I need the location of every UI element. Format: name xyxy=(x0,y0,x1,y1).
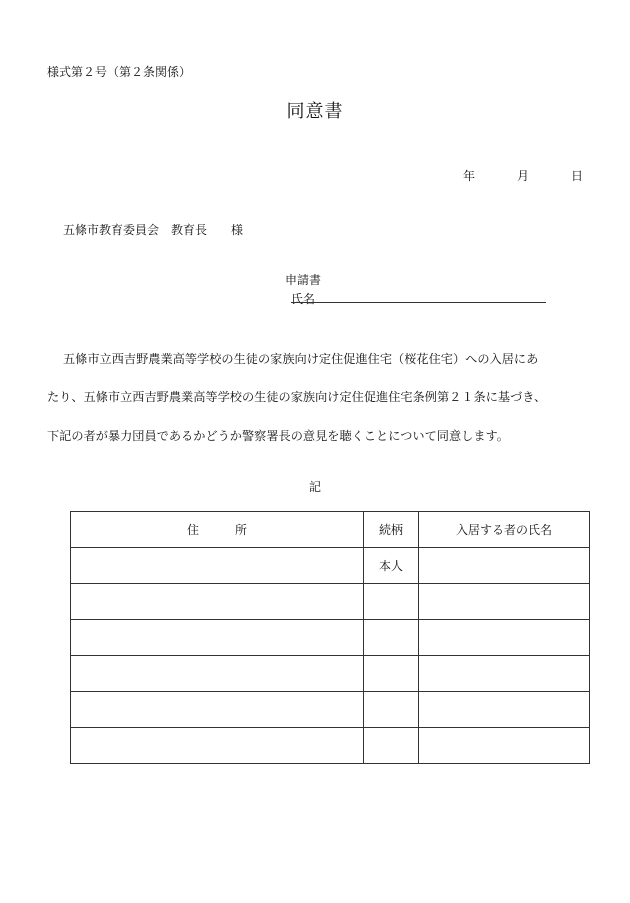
consent-text-line: 五條市立西吉野農業高等学校の生徒の家族向け定住促進住宅（桜花住宅）への入居にあ xyxy=(63,352,539,366)
relation-cell[interactable] xyxy=(364,692,419,728)
resident-name-cell[interactable] xyxy=(419,584,590,620)
addressee: 五條市教育委員会 教育長 様 xyxy=(63,223,244,237)
consent-text-line: たり、五條市立西吉野農業高等学校の生徒の家族向け定住促進住宅条例第２１条に基づき、 xyxy=(47,390,547,404)
header-address: 住 所 xyxy=(71,512,364,548)
table-row xyxy=(71,656,590,692)
table-row xyxy=(71,584,590,620)
date-month-label: 月 xyxy=(517,169,530,183)
address-cell[interactable] xyxy=(71,728,364,764)
address-cell[interactable] xyxy=(71,656,364,692)
applicant-name-field[interactable] xyxy=(291,302,546,303)
date-year-label: 年 xyxy=(463,169,476,183)
table-row xyxy=(71,620,590,656)
address-cell[interactable] xyxy=(71,548,364,584)
address-cell[interactable] xyxy=(71,692,364,728)
resident-name-cell[interactable] xyxy=(419,620,590,656)
address-cell[interactable] xyxy=(71,584,364,620)
resident-name-cell[interactable] xyxy=(419,548,590,584)
header-relation: 続柄 xyxy=(364,512,419,548)
address-cell[interactable] xyxy=(71,620,364,656)
consent-text-line: 下記の者が暴力団員であるかどうか警察署長の意見を聴くことについて同意します。 xyxy=(47,429,509,443)
relation-cell[interactable] xyxy=(364,656,419,692)
table-row xyxy=(71,728,590,764)
resident-name-cell[interactable] xyxy=(419,728,590,764)
table-row xyxy=(71,692,590,728)
resident-table xyxy=(70,511,590,764)
applicant-label: 申請書 xyxy=(285,273,322,287)
resident-name-cell[interactable] xyxy=(419,692,590,728)
page-title: 同意書 xyxy=(286,101,344,122)
relation-cell[interactable] xyxy=(364,728,419,764)
resident-name-cell[interactable] xyxy=(419,656,590,692)
date-row xyxy=(463,167,583,184)
ki-heading: 記 xyxy=(308,480,321,494)
date-day-label: 日 xyxy=(571,169,584,183)
relation-cell[interactable] xyxy=(364,620,419,656)
header-resident-name: 入居する者の氏名 xyxy=(419,512,590,548)
form-number: 様式第２号（第２条関係） xyxy=(47,65,192,79)
table-header-row xyxy=(71,512,590,548)
relation-cell[interactable] xyxy=(364,584,419,620)
applicant-name-label: 氏名 xyxy=(291,292,316,306)
table-row xyxy=(71,548,590,584)
relation-cell[interactable]: 本人 xyxy=(364,548,419,584)
